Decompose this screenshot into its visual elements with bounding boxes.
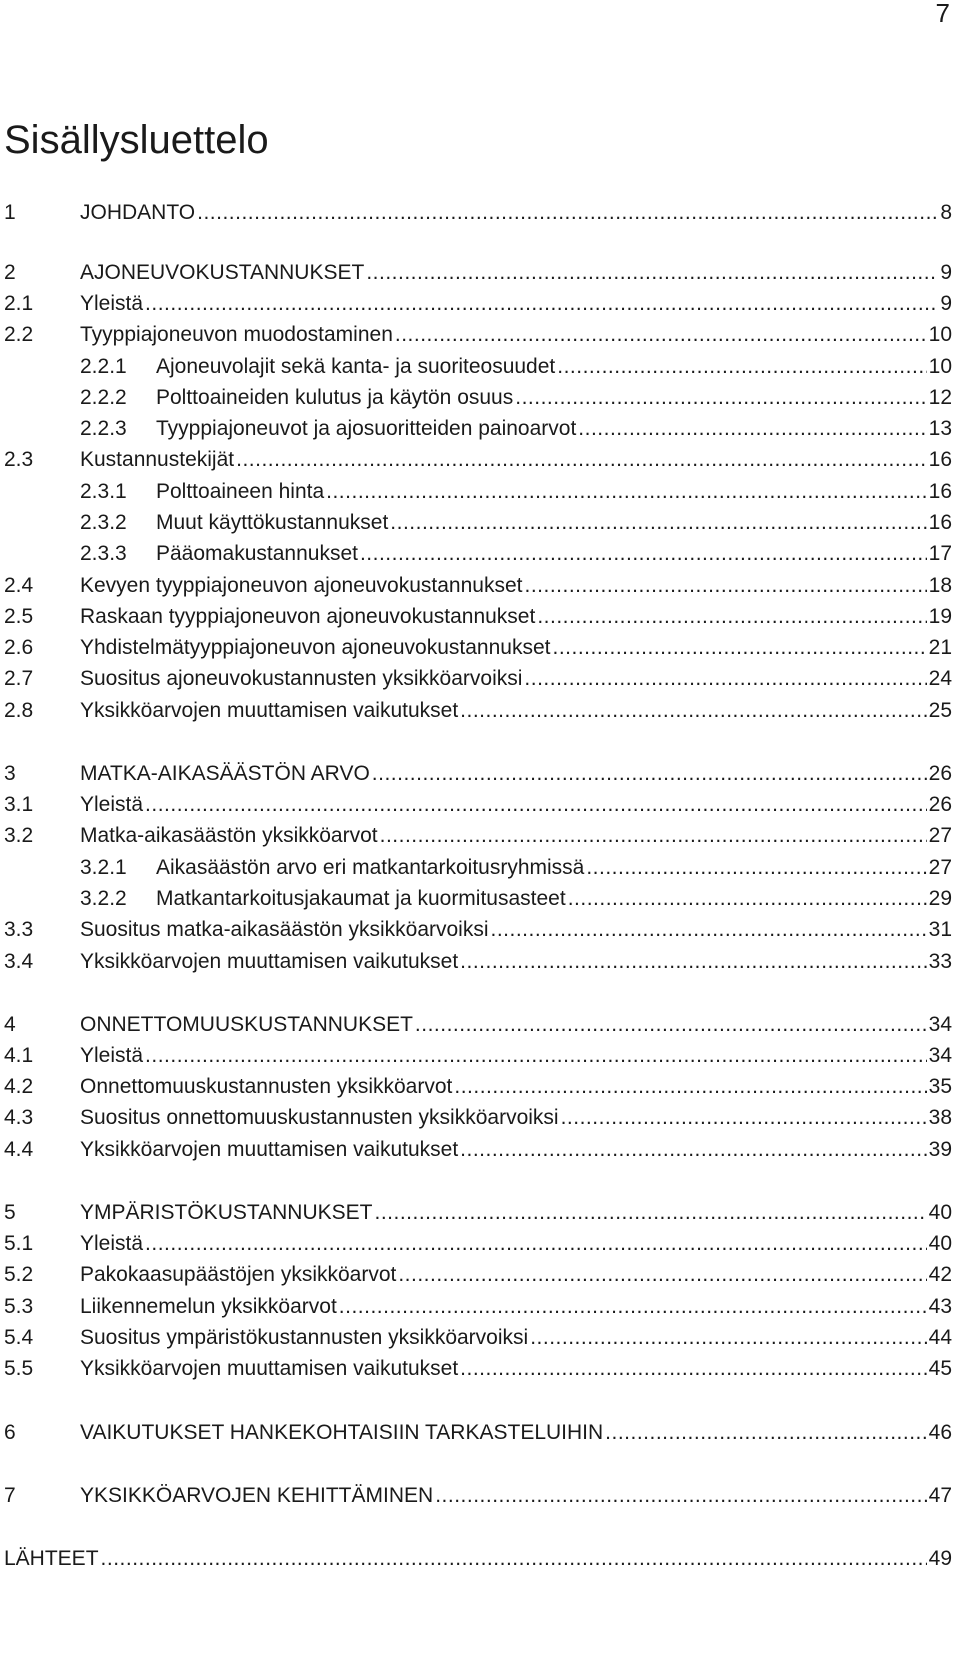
toc-entry-number: 2.2 — [4, 323, 34, 346]
toc-entry-page: 24 — [928, 667, 952, 690]
dot-leader — [568, 884, 927, 914]
dot-leader — [398, 1260, 926, 1290]
toc-entry-number: 2.4 — [4, 574, 34, 597]
toc-entry-number: 2.3 — [4, 448, 34, 471]
dot-leader — [605, 1418, 926, 1448]
toc-entry-page: 39 — [928, 1138, 952, 1161]
toc-entry-number: 4.1 — [4, 1044, 34, 1067]
toc-entry-number: 4.4 — [4, 1138, 34, 1161]
toc-entry-page: 35 — [928, 1075, 952, 1098]
toc-entry[interactable] — [0, 445, 952, 475]
toc-entry-page: 49 — [928, 1547, 952, 1570]
toc-entry[interactable] — [0, 759, 952, 789]
toc-entry-number: 2.3.2 — [80, 511, 127, 534]
toc-entry-number: 4 — [4, 1013, 16, 1036]
toc-entry-title: Yleistä — [80, 1044, 144, 1067]
toc-entry-title: Yksikköarvojen muuttamisen vaikutukset — [80, 1357, 459, 1380]
toc-entry[interactable] — [0, 1072, 952, 1102]
toc-entry-title: Tyyppiajoneuvot ja ajosuoritteiden painoarvot — [156, 417, 577, 440]
toc-entry-number: 3.2 — [4, 824, 34, 847]
toc-entry-title: Yksikköarvojen muuttamisen vaikutukset — [80, 950, 459, 973]
toc-entry[interactable] — [0, 790, 952, 820]
toc-entry[interactable] — [0, 696, 952, 726]
dot-leader — [372, 759, 927, 789]
dot-leader — [415, 1010, 927, 1040]
toc-entry[interactable] — [0, 947, 952, 977]
toc-entry-title: LÄHTEET — [4, 1547, 99, 1570]
toc-entry-title: Suositus onnettomuuskustannusten yksikköarvoiksi — [80, 1106, 559, 1129]
toc-entry-title: JOHDANTO — [80, 201, 196, 224]
dot-leader — [537, 602, 926, 632]
dot-leader — [145, 1229, 927, 1259]
toc-entry-page: 16 — [928, 480, 952, 503]
toc-entry-number: 3.3 — [4, 918, 34, 941]
dot-leader — [557, 352, 926, 382]
toc-entry-page: 29 — [928, 887, 952, 910]
dot-leader — [380, 821, 927, 851]
dot-leader — [101, 1544, 927, 1574]
toc-entry[interactable] — [0, 821, 952, 851]
dot-leader — [460, 696, 926, 726]
toc-entry-title: Ajoneuvolajit sekä kanta- ja suoriteosuudet — [156, 355, 556, 378]
toc-entry-page: 19 — [928, 605, 952, 628]
toc-entry-page: 9 — [940, 261, 952, 284]
toc-entry-title: Polttoaineiden kulutus ja käytön osuus — [156, 386, 514, 409]
toc-entry-number: 3.2.2 — [80, 887, 127, 910]
dot-leader — [524, 571, 926, 601]
toc-entry-page: 27 — [928, 824, 952, 847]
toc-entry-number: 5.2 — [4, 1263, 34, 1286]
toc-entry-page: 18 — [928, 574, 952, 597]
dot-leader — [145, 790, 927, 820]
toc-entry[interactable] — [0, 1103, 952, 1133]
toc-entry-page: 9 — [940, 292, 952, 315]
toc-entry-number: 2.7 — [4, 667, 34, 690]
toc-entry-title: Yleistä — [80, 292, 144, 315]
dot-leader — [460, 1135, 926, 1165]
toc-entry-page: 25 — [928, 699, 952, 722]
dot-leader — [454, 1072, 926, 1102]
toc-entry-title: Yleistä — [80, 1232, 144, 1255]
toc-entry-number: 5.1 — [4, 1232, 34, 1255]
toc-entry[interactable] — [0, 383, 952, 413]
toc-entry-page: 38 — [928, 1106, 952, 1129]
toc-entry-number: 3.4 — [4, 950, 34, 973]
toc-entry-number: 2.2.2 — [80, 386, 127, 409]
toc-entry-page: 17 — [928, 542, 952, 565]
toc-entry-number: 5.4 — [4, 1326, 34, 1349]
toc-entry[interactable] — [0, 258, 952, 288]
toc-entry-number: 2.8 — [4, 699, 34, 722]
toc-entry[interactable] — [0, 884, 952, 914]
toc-entry-page: 46 — [928, 1421, 952, 1444]
toc-entry-title: Polttoaineen hinta — [156, 480, 325, 503]
toc-entry-number: 3.1 — [4, 793, 34, 816]
toc-entry-page: 40 — [928, 1232, 952, 1255]
toc-entry-number: 6 — [4, 1421, 16, 1444]
dot-leader — [586, 853, 926, 883]
toc-entry[interactable] — [0, 1135, 952, 1165]
toc-entry-page: 33 — [928, 950, 952, 973]
toc-entry-number: 3 — [4, 762, 16, 785]
dot-leader — [236, 445, 927, 475]
toc-entry-page: 27 — [928, 856, 952, 879]
toc-entry[interactable] — [0, 414, 952, 444]
toc-entry[interactable] — [0, 539, 952, 569]
toc-entry-page: 40 — [928, 1201, 952, 1224]
toc-entry[interactable] — [0, 1198, 952, 1228]
toc-entry-title: Suositus ajoneuvokustannusten yksikköarvoiksi — [80, 667, 523, 690]
toc-entry-number: 2.6 — [4, 636, 34, 659]
toc-entry[interactable] — [0, 1544, 952, 1574]
toc-entry-page: 16 — [928, 448, 952, 471]
toc-entry-page: 47 — [928, 1484, 952, 1507]
toc-entry-page: 16 — [928, 511, 952, 534]
dot-leader — [360, 539, 927, 569]
dot-leader — [374, 1198, 926, 1228]
dot-leader — [395, 320, 927, 350]
toc-entry-page: 43 — [928, 1295, 952, 1318]
toc-entry[interactable] — [0, 352, 952, 382]
toc-entry-number: 2.2.1 — [80, 355, 127, 378]
toc-entry-title: Muut käyttökustannukset — [156, 511, 389, 534]
toc-entry-page: 12 — [928, 386, 952, 409]
toc-entry-page: 44 — [928, 1326, 952, 1349]
toc-entry-number: 5.5 — [4, 1357, 34, 1380]
toc-entry-title: YMPÄRISTÖKUSTANNUKSET — [80, 1201, 373, 1224]
toc-entry[interactable] — [0, 1010, 952, 1040]
toc-entry-page: 45 — [928, 1357, 952, 1380]
toc-entry-number: 2.3.3 — [80, 542, 127, 565]
toc-entry-title: Onnettomuuskustannusten yksikköarvot — [80, 1075, 453, 1098]
dot-leader — [524, 664, 926, 694]
toc-entry-number: 5 — [4, 1201, 16, 1224]
toc-entry[interactable] — [0, 571, 952, 601]
toc-entry-number: 2.2.3 — [80, 417, 127, 440]
toc-entry[interactable] — [0, 1292, 952, 1322]
toc-entry-number: 3.2.1 — [80, 856, 127, 879]
toc-entry-title: AJONEUVOKUSTANNUKSET — [80, 261, 365, 284]
dot-leader — [578, 414, 926, 444]
dot-leader — [460, 947, 926, 977]
toc-entry-number: 2 — [4, 261, 16, 284]
toc-entry-number: 2.3.1 — [80, 480, 127, 503]
toc-entry[interactable] — [0, 1418, 952, 1448]
toc-entry-title: ONNETTOMUUSKUSTANNUKSET — [80, 1013, 413, 1036]
toc-entry[interactable] — [0, 198, 952, 228]
toc-entry-number: 2.5 — [4, 605, 34, 628]
dot-leader — [530, 1323, 926, 1353]
toc-entry-title: Suositus ympäristökustannusten yksikköarvoiksi — [80, 1326, 529, 1349]
toc-entry-number: 2.1 — [4, 292, 34, 315]
dot-leader — [390, 508, 926, 538]
dot-leader — [435, 1481, 926, 1511]
toc-entry-title: Suositus matka-aikasäästön yksikköarvoiksi — [80, 918, 489, 941]
toc-entry[interactable] — [0, 1481, 952, 1511]
toc-entry[interactable] — [0, 915, 952, 945]
dot-leader — [460, 1354, 926, 1384]
toc-entry-title: Yleistä — [80, 793, 144, 816]
toc-entry-title: Pakokaasupäästöjen yksikköarvot — [80, 1263, 397, 1286]
toc-entry[interactable] — [0, 664, 952, 694]
toc-entry-title: Yhdistelmätyyppiajoneuvon ajoneuvokustannukset — [80, 636, 551, 659]
toc-entry[interactable] — [0, 633, 952, 663]
toc-entry-page: 8 — [940, 201, 952, 224]
toc-entry-title: Matkantarkoitusjakaumat ja kuormitusasteet — [156, 887, 566, 910]
dot-leader — [145, 289, 938, 319]
toc-entry-page: 10 — [928, 355, 952, 378]
toc-entry-number: 7 — [4, 1484, 16, 1507]
toc-entry[interactable] — [0, 1354, 952, 1384]
toc-entry[interactable] — [0, 1229, 952, 1259]
toc-entry-title: Raskaan tyyppiajoneuvon ajoneuvokustannukset — [80, 605, 536, 628]
toc-entry[interactable] — [0, 853, 952, 883]
dot-leader — [326, 477, 927, 507]
toc-entry-page: 42 — [928, 1263, 952, 1286]
toc-entry-title: MATKA-AIKASÄÄSTÖN ARVO — [80, 762, 370, 785]
dot-leader — [145, 1041, 927, 1071]
toc-entry[interactable] — [0, 1041, 952, 1071]
toc-entry-page: 13 — [928, 417, 952, 440]
toc-entry-title: Matka-aikasäästön yksikköarvot — [80, 824, 378, 847]
dot-leader — [339, 1292, 927, 1322]
toc-entry-page: 34 — [928, 1044, 952, 1067]
toc-entry-title: VAIKUTUKSET HANKEKOHTAISIIN TARKASTELUIHIN — [80, 1421, 604, 1444]
toc-entry-number: 1 — [4, 201, 16, 224]
dot-leader — [197, 198, 938, 228]
toc-entry-title: Kevyen tyyppiajoneuvon ajoneuvokustannukset — [80, 574, 523, 597]
toc-entry-title: Aikasäästön arvo eri matkantarkoitusryhmissä — [156, 856, 585, 879]
toc-entry-page: 10 — [928, 323, 952, 346]
dot-leader — [491, 915, 927, 945]
toc-entry[interactable] — [0, 477, 952, 507]
toc-entry-page: 31 — [928, 918, 952, 941]
toc-entry-title: Pääomakustannukset — [156, 542, 358, 565]
toc-entry-page: 34 — [928, 1013, 952, 1036]
toc-entry-number: 5.3 — [4, 1295, 34, 1318]
toc-entry-number: 4.3 — [4, 1106, 34, 1129]
toc-entry-title: YKSIKKÖARVOJEN KEHITTÄMINEN — [80, 1484, 434, 1507]
toc-entry[interactable] — [0, 289, 952, 319]
toc-entry[interactable] — [0, 602, 952, 632]
toc-entry-title: Yksikköarvojen muuttamisen vaikutukset — [80, 699, 459, 722]
dot-leader — [552, 633, 926, 663]
toc-entry-page: 26 — [928, 762, 952, 785]
toc-entry-title: Liikennemelun yksikköarvot — [80, 1295, 337, 1318]
toc-entry-title: Tyyppiajoneuvon muodostaminen — [80, 323, 393, 346]
dot-leader — [515, 383, 926, 413]
dot-leader — [366, 258, 938, 288]
toc-entry-title: Kustannustekijät — [80, 448, 235, 471]
toc-entry[interactable] — [0, 320, 952, 350]
page-number: 7 — [935, 0, 950, 28]
toc-entry[interactable] — [0, 1260, 952, 1290]
toc-entry-number: 4.2 — [4, 1075, 34, 1098]
toc-entry[interactable] — [0, 508, 952, 538]
toc-entry-title: Yksikköarvojen muuttamisen vaikutukset — [80, 1138, 459, 1161]
toc-entry-page: 21 — [928, 636, 952, 659]
dot-leader — [561, 1103, 927, 1133]
toc-entry-page: 26 — [928, 793, 952, 816]
toc-entry[interactable] — [0, 1323, 952, 1353]
page-title: Sisällysluettelo — [4, 118, 269, 162]
